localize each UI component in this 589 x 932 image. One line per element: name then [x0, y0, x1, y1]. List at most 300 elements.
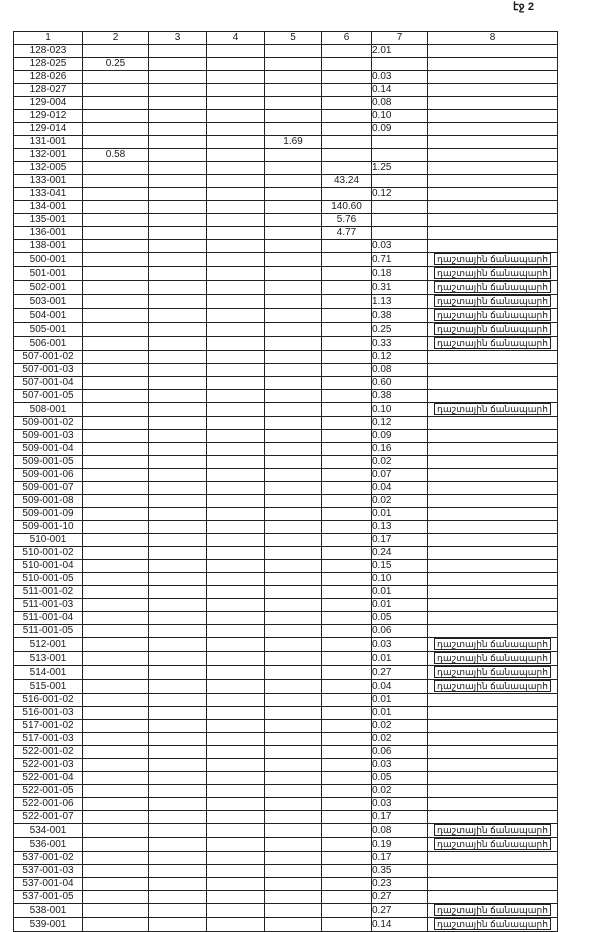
value-cell-col5 — [265, 547, 322, 560]
value-cell-col5 — [265, 364, 322, 377]
value-cell-col2 — [83, 638, 149, 652]
value-cell-col5 — [265, 175, 322, 188]
note-text: դաշտային ճանապարհ — [434, 638, 551, 650]
value-cell-col4 — [207, 666, 265, 680]
value-cell-col4 — [207, 162, 265, 175]
note-cell — [428, 904, 558, 918]
value-cell-col6 — [322, 253, 372, 267]
parcel-code-cell: 539-001 — [14, 918, 83, 932]
parcel-code-cell: 502-001 — [14, 281, 83, 295]
value-cell-col6 — [322, 58, 372, 71]
value-cell-col6 — [322, 638, 372, 652]
value-cell-col4 — [207, 838, 265, 852]
value-cell-col4 — [207, 71, 265, 84]
value-cell-col4 — [207, 547, 265, 560]
value-cell-col3 — [149, 390, 207, 403]
value-cell-col5 — [265, 417, 322, 430]
parcel-code-cell: 500-001 — [14, 253, 83, 267]
value-cell-col4 — [207, 175, 265, 188]
note-text: դաշտային ճանապարհ — [434, 666, 551, 678]
value-cell-col6 — [322, 918, 372, 932]
value-cell-col2 — [83, 612, 149, 625]
value-cell-col6 — [322, 811, 372, 824]
value-cell-col4 — [207, 469, 265, 482]
parcel-code-cell: 509-001-08 — [14, 495, 83, 508]
parcel-code-cell: 538-001 — [14, 904, 83, 918]
value-cell-col3 — [149, 97, 207, 110]
value-cell-col5 — [265, 201, 322, 214]
note-cell — [428, 694, 558, 707]
note-cell — [428, 482, 558, 495]
note-cell — [428, 707, 558, 720]
parcel-code-cell: 507-001-05 — [14, 390, 83, 403]
parcel-code-cell: 507-001-02 — [14, 351, 83, 364]
value-cell-col3 — [149, 84, 207, 97]
value-cell-col7: 0.02 — [372, 720, 428, 733]
value-cell-col4 — [207, 430, 265, 443]
table-row — [14, 824, 558, 838]
value-cell-col3 — [149, 267, 207, 281]
value-cell-col4 — [207, 680, 265, 694]
table-row — [14, 918, 558, 932]
value-cell-col4 — [207, 136, 265, 149]
table-row — [14, 188, 558, 201]
table-row — [14, 123, 558, 136]
value-cell-col7: 1.13 — [372, 295, 428, 309]
parcel-code-cell: 517-001-02 — [14, 720, 83, 733]
value-cell-col7: 0.05 — [372, 612, 428, 625]
value-cell-col2 — [83, 227, 149, 240]
value-cell-col3 — [149, 417, 207, 430]
note-text: դաշտային ճանապարհ — [434, 323, 551, 335]
value-cell-col2 — [83, 267, 149, 281]
note-cell — [428, 652, 558, 666]
value-cell-col5 — [265, 403, 322, 417]
value-cell-col3 — [149, 295, 207, 309]
value-cell-col6: 140.60 — [322, 201, 372, 214]
note-text: դաշտային ճանապարհ — [434, 267, 551, 279]
value-cell-col5 — [265, 351, 322, 364]
value-cell-col2 — [83, 746, 149, 759]
value-cell-col4 — [207, 84, 265, 97]
value-cell-col4 — [207, 707, 265, 720]
parcel-code-cell: 509-001-10 — [14, 521, 83, 534]
note-text: դաշտային ճանապարհ — [434, 403, 551, 415]
value-cell-col4 — [207, 240, 265, 253]
value-cell-col7 — [372, 58, 428, 71]
table-row — [14, 58, 558, 71]
parcel-code-cell: 522-001-07 — [14, 811, 83, 824]
value-cell-col5 — [265, 495, 322, 508]
value-cell-col5 — [265, 918, 322, 932]
value-cell-col7 — [372, 214, 428, 227]
value-cell-col5 — [265, 58, 322, 71]
table-row — [14, 865, 558, 878]
value-cell-col5 — [265, 295, 322, 309]
note-cell — [428, 534, 558, 547]
value-cell-col6 — [322, 652, 372, 666]
note-cell — [428, 891, 558, 904]
value-cell-col2 — [83, 84, 149, 97]
parcel-code-cell: 509-001-03 — [14, 430, 83, 443]
parcel-code-cell: 134-001 — [14, 201, 83, 214]
column-header-1: 1 — [14, 32, 83, 45]
value-cell-col5 — [265, 162, 322, 175]
value-cell-col5 — [265, 534, 322, 547]
value-cell-col4 — [207, 811, 265, 824]
parcel-code-cell: 537-001-03 — [14, 865, 83, 878]
value-cell-col4 — [207, 377, 265, 390]
value-cell-col6: 43.24 — [322, 175, 372, 188]
page-number: էջ 2 — [513, 1, 534, 13]
value-cell-col6 — [322, 720, 372, 733]
value-cell-col6 — [322, 599, 372, 612]
value-cell-col7: 0.10 — [372, 403, 428, 417]
value-cell-col5 — [265, 838, 322, 852]
value-cell-col2 — [83, 720, 149, 733]
table-row — [14, 746, 558, 759]
note-cell — [428, 162, 558, 175]
value-cell-col3 — [149, 586, 207, 599]
value-cell-col2 — [83, 918, 149, 932]
value-cell-col4 — [207, 720, 265, 733]
value-cell-col3 — [149, 240, 207, 253]
value-cell-col2 — [83, 469, 149, 482]
value-cell-col4 — [207, 337, 265, 351]
value-cell-col2 — [83, 666, 149, 680]
table-row — [14, 638, 558, 652]
note-cell — [428, 136, 558, 149]
table-row — [14, 403, 558, 417]
value-cell-col2 — [83, 403, 149, 417]
value-cell-col7: 0.25 — [372, 323, 428, 337]
value-cell-col5 — [265, 508, 322, 521]
value-cell-col6 — [322, 337, 372, 351]
value-cell-col3 — [149, 430, 207, 443]
note-cell — [428, 918, 558, 932]
value-cell-col7: 0.01 — [372, 707, 428, 720]
value-cell-col7: 0.02 — [372, 495, 428, 508]
value-cell-col5 — [265, 904, 322, 918]
parcel-code-cell: 509-001-07 — [14, 482, 83, 495]
note-text: դաշտային ճանապարհ — [434, 904, 551, 916]
value-cell-col4 — [207, 852, 265, 865]
parcel-code-cell: 509-001-09 — [14, 508, 83, 521]
value-cell-col5 — [265, 852, 322, 865]
table-row — [14, 733, 558, 746]
table-row — [14, 309, 558, 323]
value-cell-col6 — [322, 865, 372, 878]
note-cell — [428, 680, 558, 694]
value-cell-col7: 2.01 — [372, 45, 428, 58]
table-row — [14, 253, 558, 267]
value-cell-col2 — [83, 443, 149, 456]
parcel-code-cell: 511-001-05 — [14, 625, 83, 638]
value-cell-col7: 0.10 — [372, 573, 428, 586]
note-text: դաշտային ճանապարհ — [434, 337, 551, 349]
value-cell-col6 — [322, 878, 372, 891]
parcel-code-cell: 136-001 — [14, 227, 83, 240]
value-cell-col6 — [322, 838, 372, 852]
value-cell-col2 — [83, 573, 149, 586]
column-header-7: 7 — [372, 32, 428, 45]
value-cell-col2 — [83, 417, 149, 430]
value-cell-col4 — [207, 214, 265, 227]
value-cell-col4 — [207, 390, 265, 403]
note-cell — [428, 351, 558, 364]
value-cell-col2 — [83, 811, 149, 824]
value-cell-col6 — [322, 443, 372, 456]
value-cell-col7: 0.08 — [372, 364, 428, 377]
value-cell-col3 — [149, 323, 207, 337]
value-cell-col5: 1.69 — [265, 136, 322, 149]
note-cell — [428, 495, 558, 508]
value-cell-col3 — [149, 309, 207, 323]
table-row — [14, 377, 558, 390]
value-cell-col7: 0.03 — [372, 759, 428, 772]
value-cell-col4 — [207, 110, 265, 123]
parcel-code-cell: 534-001 — [14, 824, 83, 838]
value-cell-col3 — [149, 71, 207, 84]
value-cell-col3 — [149, 281, 207, 295]
value-cell-col6 — [322, 136, 372, 149]
parcel-code-cell: 509-001-06 — [14, 469, 83, 482]
value-cell-col5 — [265, 45, 322, 58]
value-cell-col3 — [149, 666, 207, 680]
value-cell-col6 — [322, 824, 372, 838]
value-cell-col4 — [207, 323, 265, 337]
value-cell-col2 — [83, 707, 149, 720]
value-cell-col3 — [149, 214, 207, 227]
value-cell-col3 — [149, 707, 207, 720]
table-row — [14, 811, 558, 824]
value-cell-col7: 0.38 — [372, 390, 428, 403]
parcel-code-cell: 507-001-04 — [14, 377, 83, 390]
value-cell-col2 — [83, 110, 149, 123]
parcel-code-cell: 128-023 — [14, 45, 83, 58]
parcel-code-cell: 512-001 — [14, 638, 83, 652]
value-cell-col3 — [149, 149, 207, 162]
parcel-code-cell: 514-001 — [14, 666, 83, 680]
value-cell-col6 — [322, 759, 372, 772]
value-cell-col2 — [83, 495, 149, 508]
value-cell-col5 — [265, 123, 322, 136]
value-cell-col7: 0.33 — [372, 337, 428, 351]
value-cell-col7 — [372, 227, 428, 240]
value-cell-col5 — [265, 560, 322, 573]
value-cell-col3 — [149, 785, 207, 798]
value-cell-col3 — [149, 560, 207, 573]
value-cell-col7: 0.19 — [372, 838, 428, 852]
note-text: դաշտային ճանապարհ — [434, 309, 551, 321]
value-cell-col5 — [265, 798, 322, 811]
value-cell-col6 — [322, 188, 372, 201]
table-row — [14, 772, 558, 785]
value-cell-col3 — [149, 772, 207, 785]
value-cell-col4 — [207, 417, 265, 430]
note-cell — [428, 785, 558, 798]
value-cell-col5 — [265, 214, 322, 227]
value-cell-col6: 5.76 — [322, 214, 372, 227]
value-cell-col7: 0.09 — [372, 430, 428, 443]
note-cell — [428, 456, 558, 469]
value-cell-col2 — [83, 240, 149, 253]
value-cell-col6: 4.77 — [322, 227, 372, 240]
value-cell-col6 — [322, 521, 372, 534]
value-cell-col6 — [322, 295, 372, 309]
table-row — [14, 852, 558, 865]
value-cell-col4 — [207, 351, 265, 364]
value-cell-col7: 0.14 — [372, 918, 428, 932]
parcel-code-cell: 129-014 — [14, 123, 83, 136]
note-cell — [428, 547, 558, 560]
column-header-4: 4 — [207, 32, 265, 45]
table-row — [14, 162, 558, 175]
value-cell-col6 — [322, 469, 372, 482]
value-cell-col3 — [149, 351, 207, 364]
value-cell-col2 — [83, 838, 149, 852]
value-cell-col3 — [149, 852, 207, 865]
value-cell-col3 — [149, 891, 207, 904]
value-cell-col2 — [83, 652, 149, 666]
note-cell — [428, 281, 558, 295]
table-row — [14, 521, 558, 534]
value-cell-col2 — [83, 123, 149, 136]
value-cell-col2 — [83, 891, 149, 904]
value-cell-col5 — [265, 430, 322, 443]
parcel-code-cell: 510-001-04 — [14, 560, 83, 573]
note-cell — [428, 188, 558, 201]
note-cell — [428, 295, 558, 309]
value-cell-col3 — [149, 652, 207, 666]
note-cell — [428, 625, 558, 638]
column-header-5: 5 — [265, 32, 322, 45]
parcel-code-cell: 510-001-02 — [14, 547, 83, 560]
value-cell-col2 — [83, 188, 149, 201]
value-cell-col4 — [207, 824, 265, 838]
value-cell-col6 — [322, 904, 372, 918]
value-cell-col7: 0.16 — [372, 443, 428, 456]
value-cell-col2 — [83, 201, 149, 214]
table-row — [14, 110, 558, 123]
note-cell — [428, 772, 558, 785]
value-cell-col3 — [149, 482, 207, 495]
value-cell-col6 — [322, 694, 372, 707]
value-cell-col6 — [322, 281, 372, 295]
table-row — [14, 149, 558, 162]
value-cell-col5 — [265, 625, 322, 638]
value-cell-col5 — [265, 666, 322, 680]
value-cell-col4 — [207, 652, 265, 666]
value-cell-col6 — [322, 746, 372, 759]
value-cell-col5 — [265, 599, 322, 612]
table-row — [14, 707, 558, 720]
value-cell-col5 — [265, 456, 322, 469]
value-cell-col7: 0.01 — [372, 694, 428, 707]
value-cell-col5 — [265, 390, 322, 403]
value-cell-col7: 0.03 — [372, 71, 428, 84]
value-cell-col4 — [207, 560, 265, 573]
value-cell-col6 — [322, 267, 372, 281]
value-cell-col6 — [322, 456, 372, 469]
value-cell-col6 — [322, 625, 372, 638]
value-cell-col7: 0.18 — [372, 267, 428, 281]
value-cell-col7: 0.01 — [372, 508, 428, 521]
parcel-code-cell: 510-001-05 — [14, 573, 83, 586]
value-cell-col7 — [372, 201, 428, 214]
value-cell-col3 — [149, 824, 207, 838]
note-cell — [428, 201, 558, 214]
parcel-code-cell: 537-001-04 — [14, 878, 83, 891]
note-cell — [428, 638, 558, 652]
value-cell-col6 — [322, 798, 372, 811]
value-cell-col2 — [83, 323, 149, 337]
table-row — [14, 560, 558, 573]
value-cell-col5 — [265, 694, 322, 707]
note-cell — [428, 865, 558, 878]
value-cell-col7: 0.03 — [372, 798, 428, 811]
value-cell-col2 — [83, 430, 149, 443]
value-cell-col2 — [83, 390, 149, 403]
value-cell-col5 — [265, 469, 322, 482]
value-cell-col7: 0.01 — [372, 599, 428, 612]
value-cell-col5 — [265, 785, 322, 798]
note-cell — [428, 521, 558, 534]
value-cell-col6 — [322, 430, 372, 443]
value-cell-col7: 0.17 — [372, 534, 428, 547]
table-row — [14, 680, 558, 694]
table-row — [14, 785, 558, 798]
note-cell — [428, 71, 558, 84]
note-text: դաշտային ճանապարհ — [434, 295, 551, 307]
value-cell-col5 — [265, 84, 322, 97]
note-cell — [428, 309, 558, 323]
value-cell-col6 — [322, 482, 372, 495]
value-cell-col3 — [149, 253, 207, 267]
value-cell-col6 — [322, 240, 372, 253]
value-cell-col7: 0.24 — [372, 547, 428, 560]
note-cell — [428, 58, 558, 71]
value-cell-col2 — [83, 798, 149, 811]
value-cell-col7: 0.06 — [372, 746, 428, 759]
note-cell — [428, 149, 558, 162]
parcel-code-cell: 522-001-04 — [14, 772, 83, 785]
note-cell — [428, 720, 558, 733]
value-cell-col5 — [265, 707, 322, 720]
value-cell-col5 — [265, 878, 322, 891]
value-cell-col4 — [207, 612, 265, 625]
value-cell-col3 — [149, 227, 207, 240]
value-cell-col2 — [83, 521, 149, 534]
value-cell-col7: 0.17 — [372, 811, 428, 824]
value-cell-col4 — [207, 267, 265, 281]
value-cell-col5 — [265, 612, 322, 625]
value-cell-col7: 0.27 — [372, 891, 428, 904]
value-cell-col5 — [265, 240, 322, 253]
column-header-2: 2 — [83, 32, 149, 45]
value-cell-col4 — [207, 227, 265, 240]
value-cell-col2 — [83, 759, 149, 772]
parcel-code-cell: 131-001 — [14, 136, 83, 149]
value-cell-col2 — [83, 547, 149, 560]
value-cell-col6 — [322, 495, 372, 508]
value-cell-col7: 0.12 — [372, 188, 428, 201]
note-cell — [428, 599, 558, 612]
value-cell-col5 — [265, 227, 322, 240]
value-cell-col3 — [149, 534, 207, 547]
value-cell-col5 — [265, 482, 322, 495]
note-text: դաշտային ճանապարհ — [434, 281, 551, 293]
